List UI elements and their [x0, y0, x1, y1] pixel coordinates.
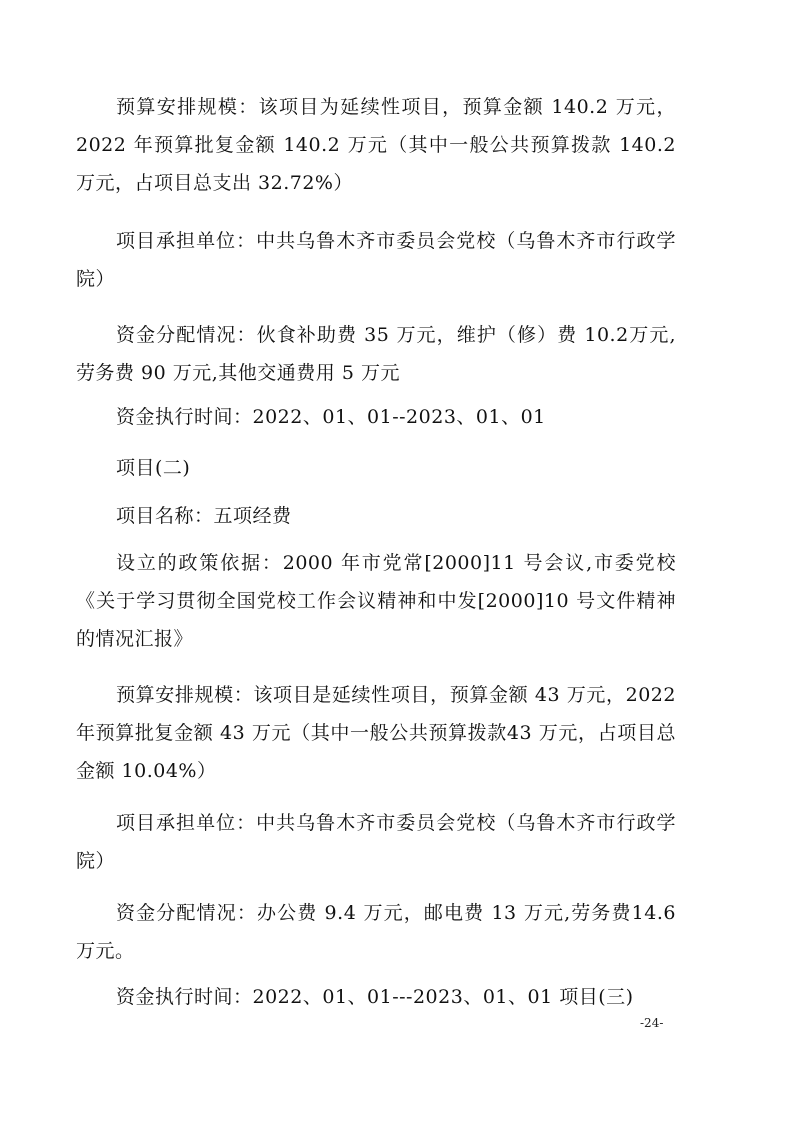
paragraph-budget-scale-2: 预算安排规模：该项目是延续性项目，预算金额 43 万元，2022 年预算批复金额 43 万元（其中一般公共预算拨款43 万元，占项目总金额 10.04%）: [76, 684, 676, 782]
paragraph-execution-time-1: 资金执行时间：2022、01、01--2023、01、01: [116, 406, 546, 428]
page-number: -24-: [640, 1016, 664, 1030]
paragraph-undertaking-unit-1: 项目承担单位：中共乌鲁木齐市委员会党校（乌鲁木齐市行政学院）: [76, 230, 676, 290]
paragraph-project-heading-2: 项目(二): [116, 457, 191, 479]
paragraph-budget-scale-1: 预算安排规模：该项目为延续性项目，预算金额 140.2 万元，2022 年预算批复金额 140.2 万元（其中一般公共预算拨款 140.2 万元，占项目总支出 32.72%）: [76, 96, 676, 194]
paragraph-execution-time-2: 资金执行时间：2022、01、01---2023、01、01 项目(三): [116, 986, 634, 1008]
paragraph-fund-allocation-1: 资金分配情况：伙食补助费 35 万元，维护（修）费 10.2万元,劳务费 90 万元,其他交通费用 5 万元: [76, 324, 676, 384]
paragraph-fund-allocation-2: 资金分配情况：办公费 9.4 万元，邮电费 13 万元,劳务费14.6 万元。: [76, 902, 676, 962]
paragraph-policy-basis-2: 设立的政策依据：2000 年市党常[2000]11 号会议,市委党校《关于学习贯彻全国党校工作会议精神和中发[2000]10 号文件精神的情况汇报》: [76, 552, 676, 650]
paragraph-undertaking-unit-2: 项目承担单位：中共乌鲁木齐市委员会党校（乌鲁木齐市行政学院）: [76, 812, 676, 872]
paragraph-project-name-2: 项目名称：五项经费: [116, 505, 292, 527]
